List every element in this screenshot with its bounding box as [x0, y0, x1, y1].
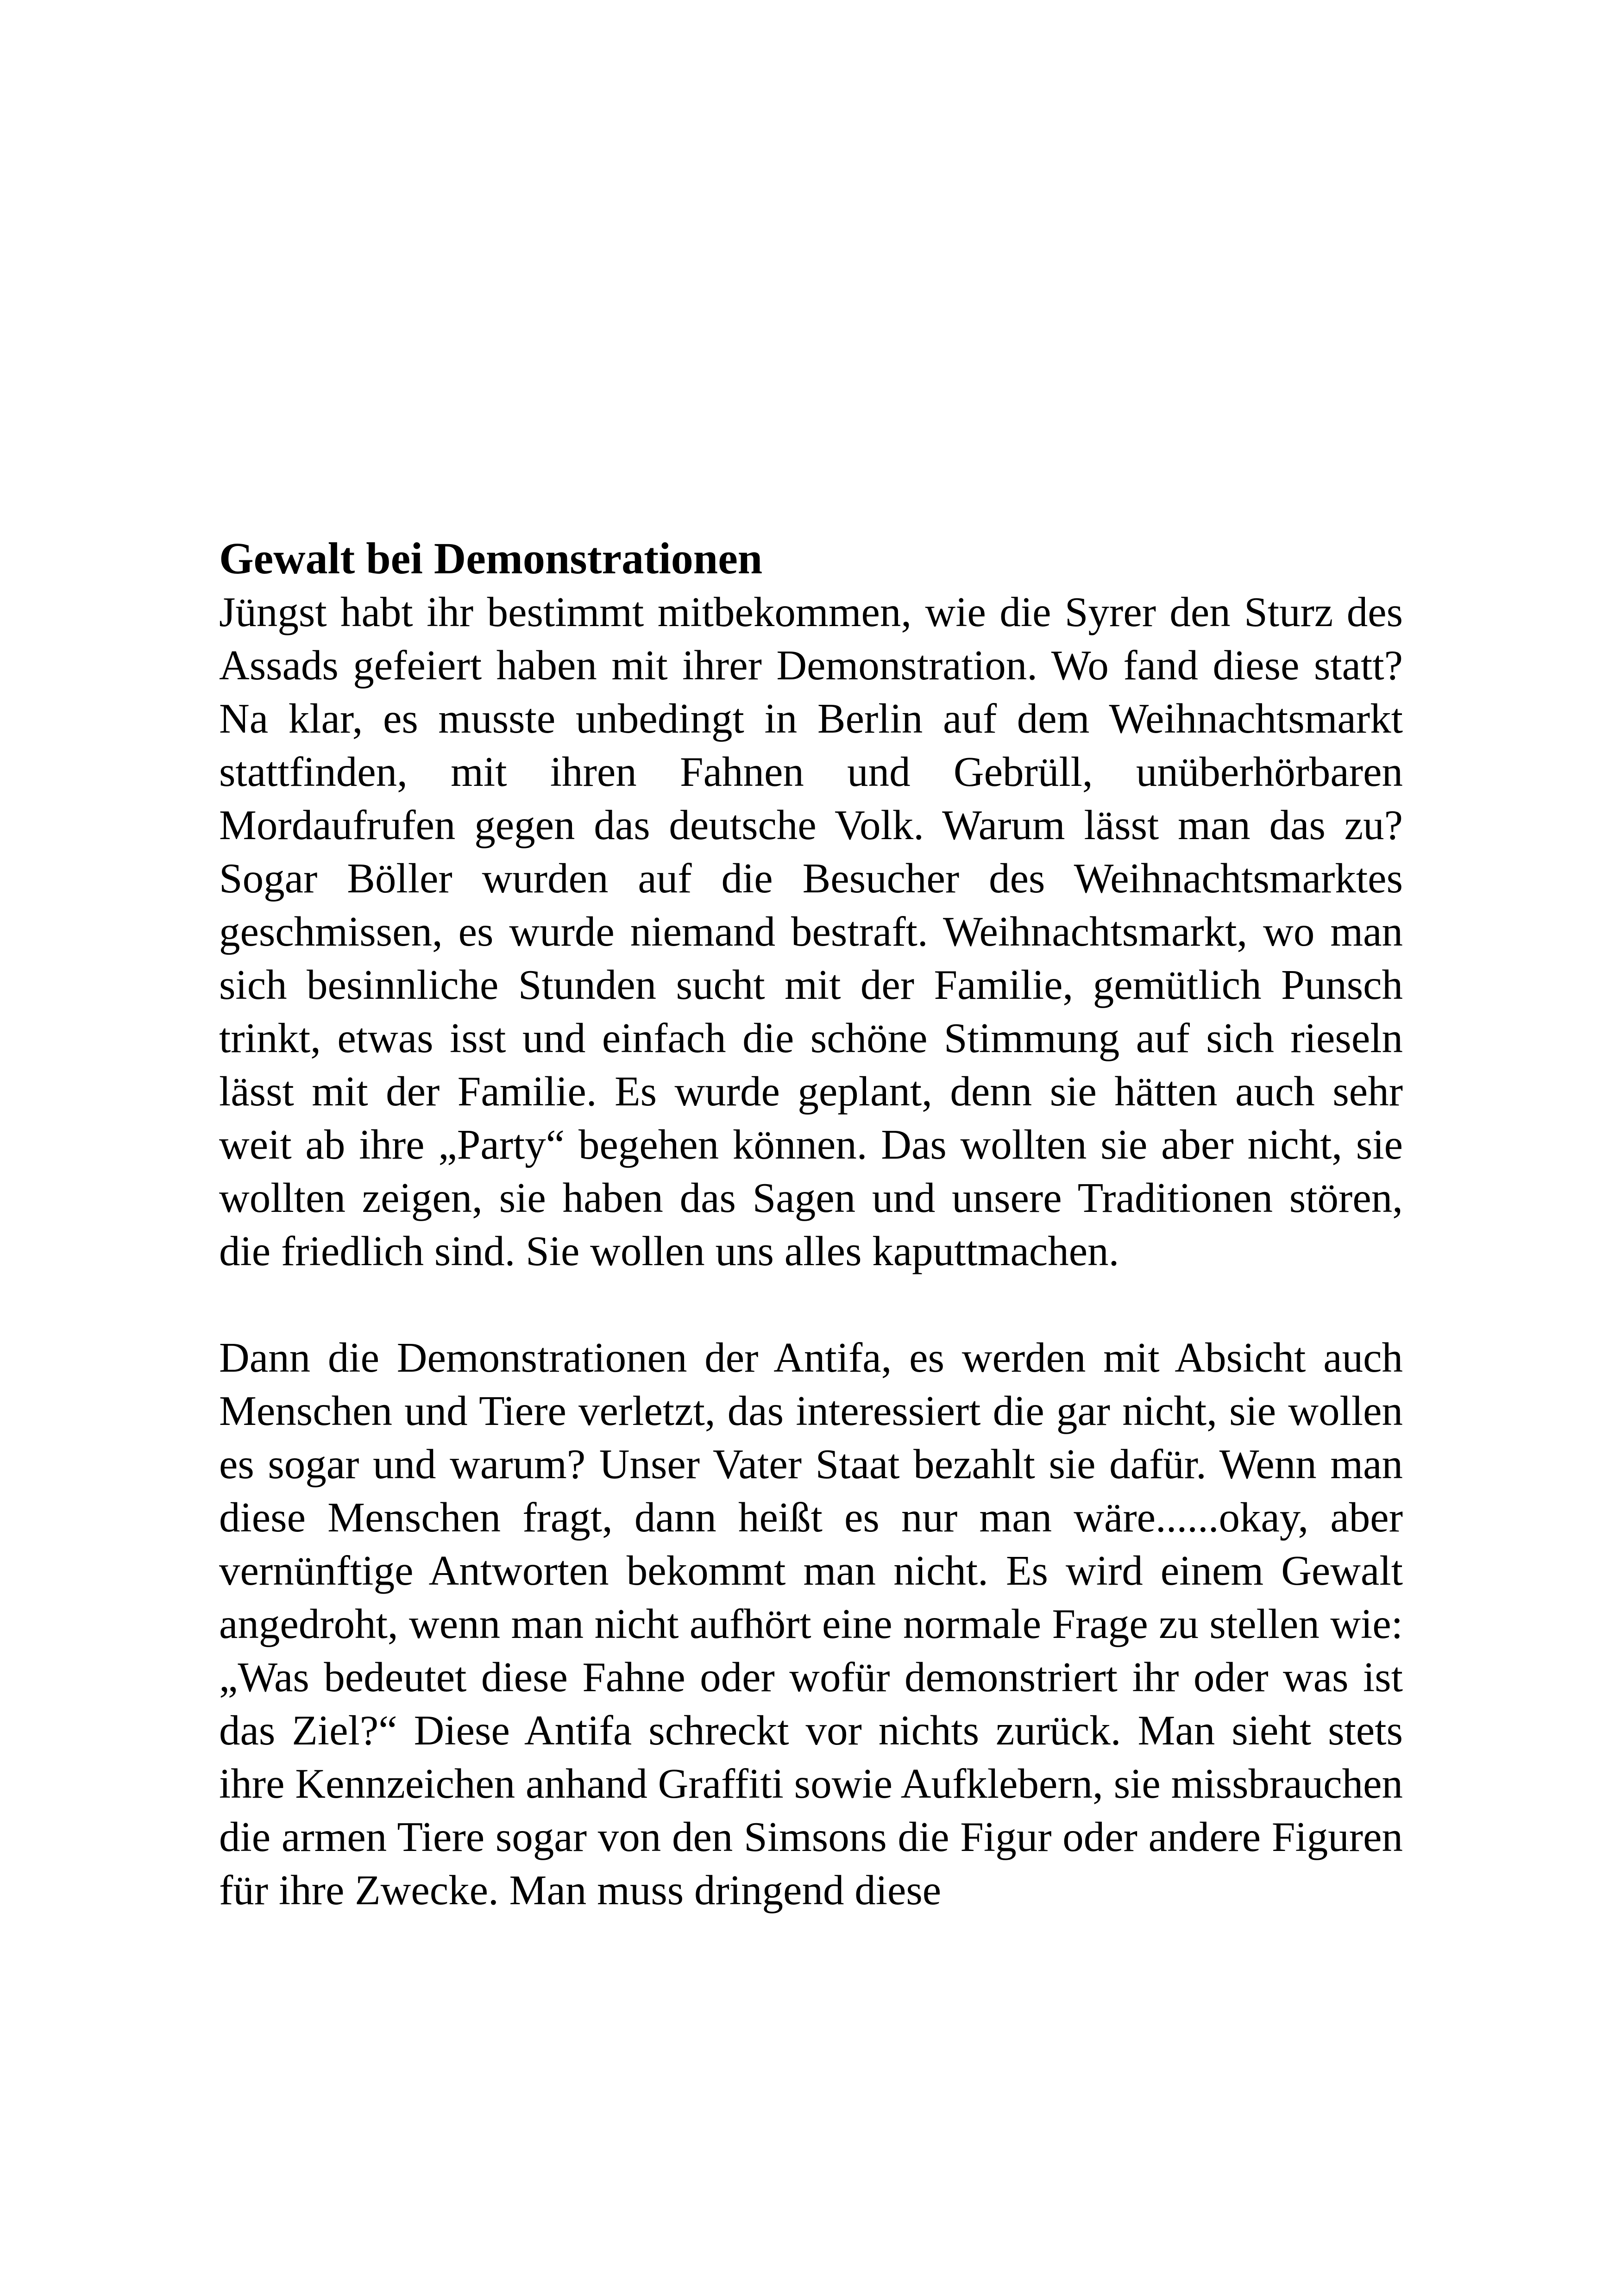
- document-title: Gewalt bei Demonstrationen: [219, 533, 763, 583]
- document-body: [219, 532, 1403, 1917]
- paragraph-spacer: [219, 1278, 1403, 1331]
- paragraph-1: Jüngst habt ihr bestimmt mitbekommen, wie die Syrer den Sturz des Assads gefeiert haben mit ihrer Demonstration. Wo fand diese statt? Na klar, es musste unbedingt in Berlin auf dem Weihnachtsmarkt stattfinden, mit ihren Fahnen und Gebrüll, unüberhörbaren Mordaufrufen gegen das deutsche Volk. Warum lässt man das zu? Sogar Böller wurden auf die Besucher des Weihnachtsmarktes geschmissen, es wurde niemand bestraft. Weihnachtsmarkt, wo man sich besinnliche Stunden sucht mit der Familie, gemütlich Punsch trinkt, etwas isst und einfach die schöne Stimmung auf sich rieseln lässt mit der Familie. Es wurde geplant, denn sie hätten auch sehr weit ab ihre „Party“ begehen können. Das wollten sie aber nicht, sie wollten zeigen, sie haben das Sagen und unsere Traditionen stören, die friedlich sind. Sie wollen uns alles kaputtmachen.: [219, 589, 1403, 1274]
- paragraph-2: Dann die Demonstrationen der Antifa, es werden mit Absicht auch Menschen und Tiere verletzt, das interessiert die gar nicht, sie wollen es sogar und warum? Unser Vater Staat bezahlt sie dafür. Wenn man diese Menschen fragt, dann heißt es nur man wäre......okay, aber vernünftige Antworten bekommt man nicht. Es wird einem Gewalt angedroht, wenn man nicht aufhört eine normale Frage zu stellen wie: „Was bedeutet diese Fahne oder wofür demonstriert ihr oder was ist das Ziel?“ Diese Antifa schreckt vor nichts zurück. Man sieht stets ihre Kennzeichen anhand Graffiti sowie Aufklebern, sie missbrauchen die armen Tiere sogar von den Simsons die Figur oder andere Figuren für ihre Zwecke. Man muss dringend diese: [219, 1334, 1403, 1913]
